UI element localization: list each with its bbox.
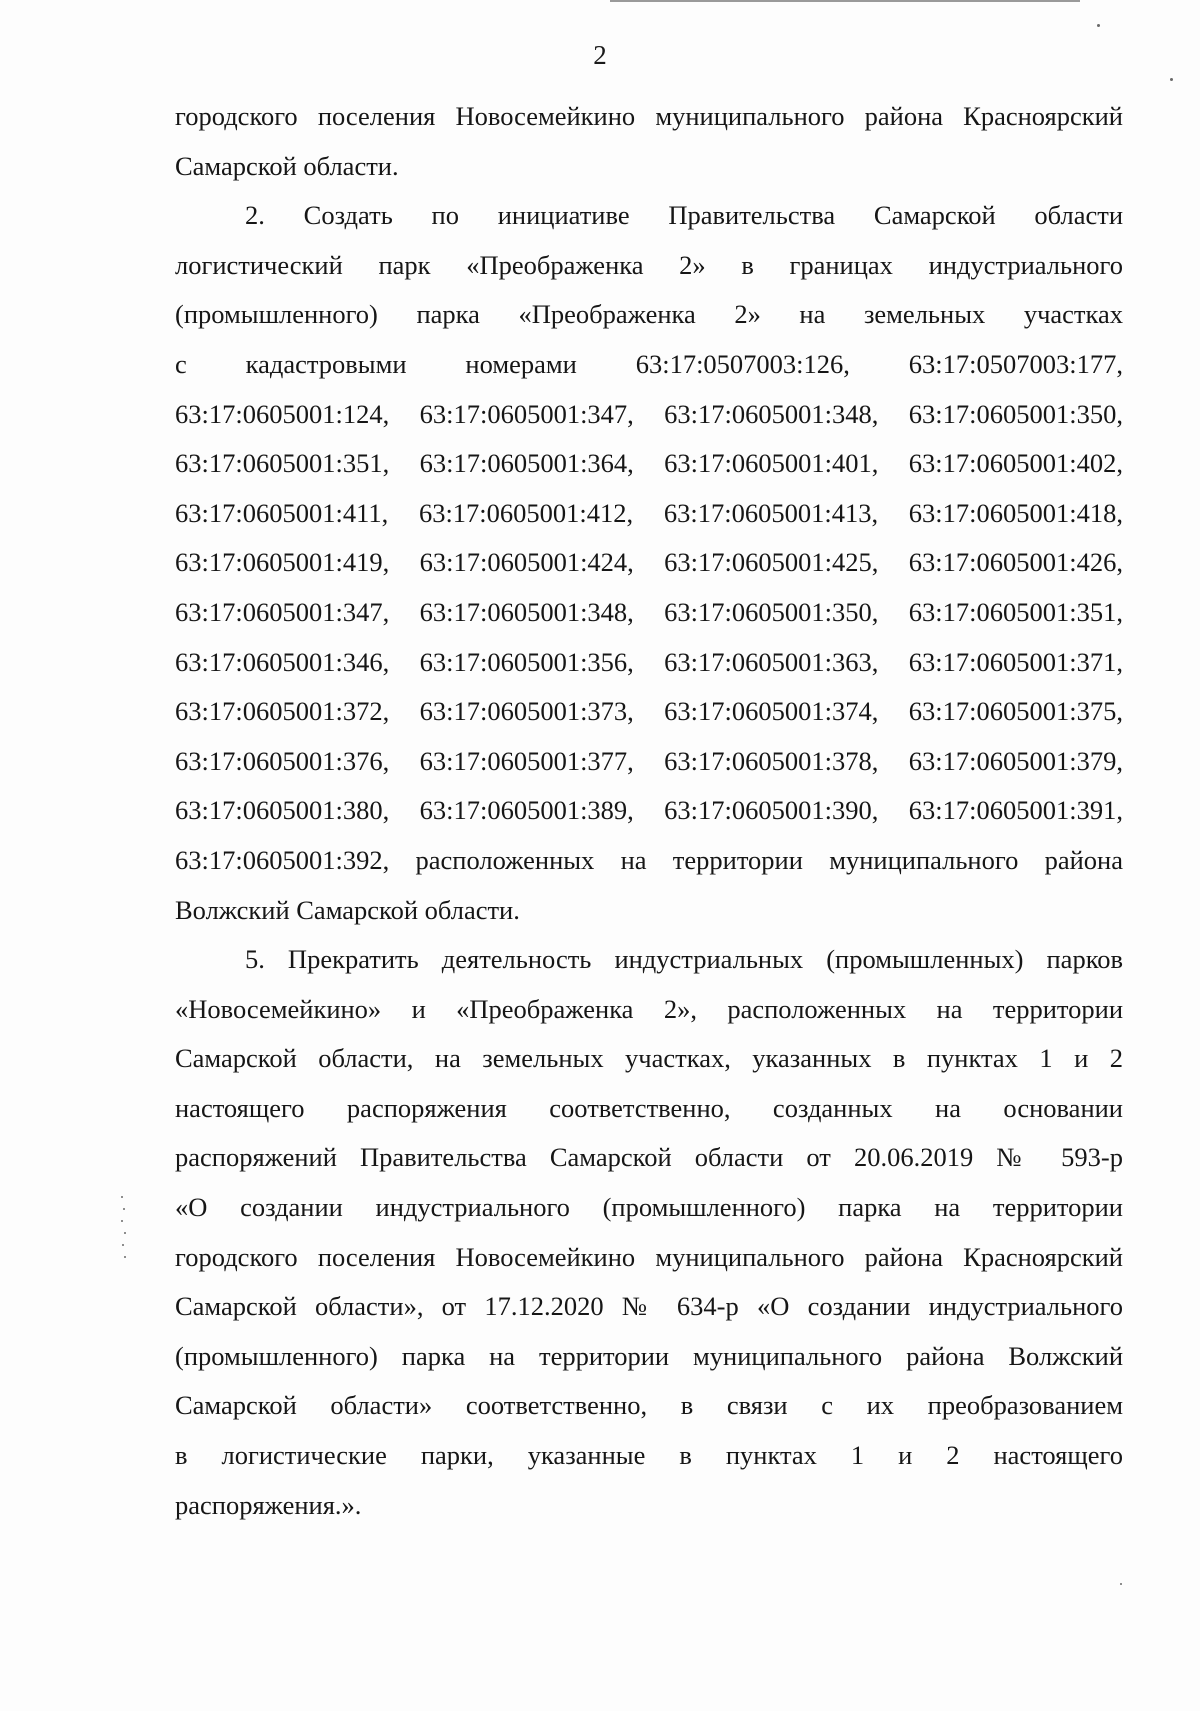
scan-speck xyxy=(1097,24,1100,27)
scan-top-edge-line xyxy=(610,0,1080,2)
page-number: 2 xyxy=(593,40,607,70)
text-line: Самарской области», от 17.12.2020 № 634-р «О создании индустриального xyxy=(175,1291,1123,1322)
scan-speck xyxy=(122,1244,124,1246)
document-body xyxy=(175,92,1123,1530)
paragraph-item-5 xyxy=(175,935,1123,1530)
scan-speck xyxy=(121,1196,123,1198)
paragraph-continuation xyxy=(175,92,1123,191)
text-line: городского поселения Новосемейкино муниципального района Красноярский xyxy=(175,1241,1123,1272)
text-line: 5. Прекратить деятельность индустриальных (промышленных) парков xyxy=(245,944,1123,975)
text-line: с кадастровыми номерами 63:17:0507003:126, 63:17:0507003:177, xyxy=(175,348,1123,379)
text-line: «Новосемейкино» и «Преображенка 2», расположенных на территории xyxy=(175,993,1123,1024)
text-line: (промышленного) парка на территории муниципального района Волжский xyxy=(175,1340,1123,1371)
scan-speck xyxy=(124,1256,126,1258)
text-line: 63:17:0605001:392, расположенных на территории муниципального района xyxy=(175,844,1123,875)
text-line: Самарской области. xyxy=(175,150,399,181)
scan-speck xyxy=(121,1220,123,1222)
text-line: настоящего распоряжения соответственно, созданных на основании xyxy=(175,1092,1123,1123)
text-line: в логистические парки, указанные в пунктах 1 и 2 настоящего xyxy=(175,1440,1123,1471)
text-line: Волжский Самарской области. xyxy=(175,894,520,925)
text-line: 2. Создать по инициативе Правительства Самарской области xyxy=(245,200,1123,231)
text-line: «О создании индустриального (промышленного) парка на территории xyxy=(175,1192,1123,1223)
text-line: 63:17:0605001:347, 63:17:0605001:348, 63:17:0605001:350, 63:17:0605001:351, xyxy=(175,596,1123,627)
paragraph-item-2 xyxy=(175,191,1123,935)
text-line: 63:17:0605001:346, 63:17:0605001:356, 63:17:0605001:363, 63:17:0605001:371, xyxy=(175,646,1123,677)
text-line: логистический парк «Преображенка 2» в границах индустриального xyxy=(175,249,1123,280)
text-line: 63:17:0605001:124, 63:17:0605001:347, 63:17:0605001:348, 63:17:0605001:350, xyxy=(175,398,1123,429)
text-line: распоряжения.». xyxy=(175,1489,362,1520)
text-line: 63:17:0605001:419, 63:17:0605001:424, 63:17:0605001:425, 63:17:0605001:426, xyxy=(175,547,1123,578)
text-line: распоряжений Правительства Самарской области от 20.06.2019 № 593-р xyxy=(175,1142,1123,1173)
text-line: 63:17:0605001:376, 63:17:0605001:377, 63:17:0605001:378, 63:17:0605001:379, xyxy=(175,745,1123,776)
scan-speck xyxy=(1120,1583,1122,1585)
text-line: 63:17:0605001:411, 63:17:0605001:412, 63:17:0605001:413, 63:17:0605001:418, xyxy=(175,497,1123,528)
scan-speck xyxy=(123,1208,125,1210)
scan-speck xyxy=(1170,78,1173,81)
scan-speck xyxy=(124,1232,126,1234)
text-line: 63:17:0605001:372, 63:17:0605001:373, 63:17:0605001:374, 63:17:0605001:375, xyxy=(175,696,1123,727)
text-line: Самарской области» соответственно, в связи с их преобразованием xyxy=(175,1390,1123,1421)
text-line: (промышленного) парка «Преображенка 2» на земельных участках xyxy=(175,299,1123,330)
text-line: 63:17:0605001:380, 63:17:0605001:389, 63:17:0605001:390, 63:17:0605001:391, xyxy=(175,795,1123,826)
text-line: городского поселения Новосемейкино муниципального района Красноярский xyxy=(175,101,1123,131)
text-line: Самарской области, на земельных участках, указанных в пунктах 1 и 2 xyxy=(175,1043,1123,1074)
text-line: 63:17:0605001:351, 63:17:0605001:364, 63:17:0605001:401, 63:17:0605001:402, xyxy=(175,448,1123,479)
